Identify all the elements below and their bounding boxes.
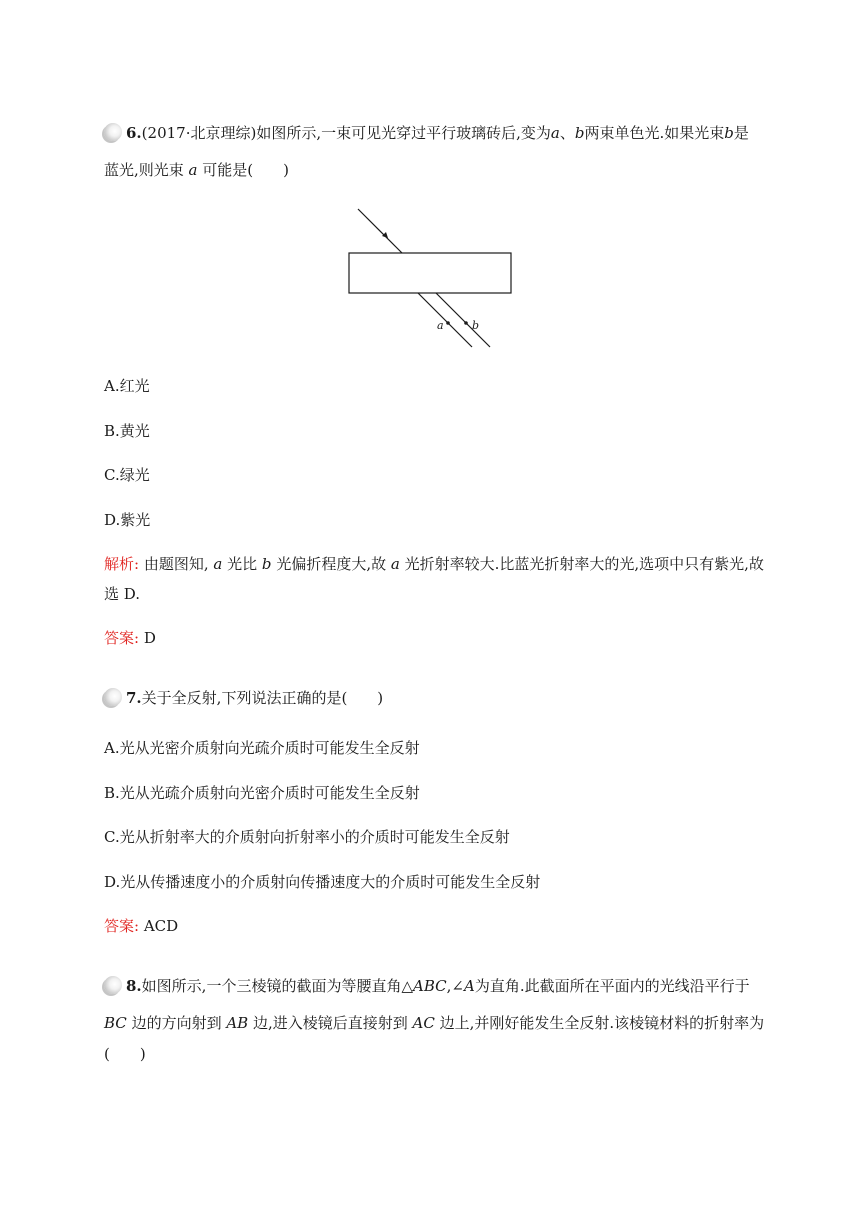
q6-text-1b: 两束单色光.如果光束 bbox=[584, 124, 725, 142]
glass-slab-diagram bbox=[340, 205, 520, 355]
q6-var-a2: a bbox=[188, 161, 198, 179]
q8-ab: AB bbox=[226, 1014, 249, 1032]
answer-label: 答案: bbox=[104, 917, 140, 935]
analysis-var-a2: a bbox=[390, 555, 400, 573]
q7-option-c: C.光从折射率大的介质射向折射率小的介质时可能发生全反射 bbox=[104, 828, 510, 846]
q6-var-b2: b bbox=[724, 124, 734, 142]
q6-var-b: b bbox=[574, 124, 585, 142]
q8-abc: ABC bbox=[413, 977, 447, 995]
q8-angle-a: A bbox=[463, 977, 475, 995]
analysis-text-1d: 光折射率较大.比蓝光折射率大的光,选项中只有紫光,故 bbox=[404, 555, 764, 573]
glass-slab bbox=[349, 253, 511, 293]
q7-option-d: D.光从传播速度小的介质射向传播速度大的介质时可能发生全反射 bbox=[104, 873, 541, 891]
label-b: b bbox=[472, 319, 480, 332]
q6-number: 6. bbox=[126, 124, 142, 142]
q8-text-1a: 如图所示,一个三棱镜的截面为等腰直角 bbox=[141, 977, 402, 995]
q6-text-2a: 蓝光,则光束 bbox=[104, 161, 189, 179]
q7-option-a: A.光从光密介质射向光疏介质时可能发生全反射 bbox=[104, 739, 420, 757]
ray-b-dot-icon bbox=[464, 321, 468, 325]
q7-option-b: B.光从光疏介质射向光密介质时可能发生全反射 bbox=[104, 784, 420, 802]
analysis-label: 解析: bbox=[104, 555, 140, 573]
ray-a bbox=[418, 293, 472, 347]
q8-line3: ( ) bbox=[104, 1045, 146, 1063]
q8-text-2a: 边的方向射到 bbox=[131, 1014, 227, 1032]
q8-number: 8. bbox=[126, 977, 142, 995]
analysis-text-1b: 光比 bbox=[227, 555, 262, 573]
q6-source: (2017·北京理综) bbox=[141, 124, 257, 142]
q6-option-c: C.绿光 bbox=[104, 466, 150, 484]
answer-value: D bbox=[143, 629, 156, 647]
analysis-var-b: b bbox=[261, 555, 272, 573]
q8-text-2b: 边,进入棱镜后直接射到 bbox=[252, 1014, 413, 1032]
ray-b bbox=[436, 293, 490, 347]
q8-text-1b: 为直角.此截面所在平面内的光线沿平行于 bbox=[474, 977, 750, 995]
question-bullet-icon bbox=[104, 123, 122, 141]
q8-ac: AC bbox=[412, 1014, 435, 1032]
q8-line2 bbox=[104, 1013, 764, 1033]
label-a: a bbox=[437, 319, 444, 332]
q6-line1 bbox=[104, 123, 749, 143]
q6-option-b: B.黄光 bbox=[104, 422, 150, 440]
q8-bc: BC bbox=[104, 1014, 127, 1032]
analysis-text-1c: 光偏折程度大,故 bbox=[276, 555, 391, 573]
q6-text-2b: 可能是( ) bbox=[202, 161, 289, 179]
q6-option-d: D.紫光 bbox=[104, 511, 151, 529]
q6-line2 bbox=[104, 160, 289, 180]
incident-arrow-icon bbox=[382, 232, 388, 238]
q6-var-a: a bbox=[550, 124, 560, 142]
question-bullet-icon bbox=[104, 976, 122, 994]
q7-number: 7. bbox=[126, 689, 142, 707]
q7-text: 关于全反射,下列说法正确的是( ) bbox=[141, 689, 384, 707]
q6-analysis-line2: 选 D. bbox=[104, 585, 141, 603]
q6-sep: 、 bbox=[559, 124, 575, 142]
incident-ray bbox=[358, 209, 402, 253]
q8-line1 bbox=[104, 976, 750, 996]
q6-text-1a: 如图所示,一束可见光穿过平行玻璃砖后,变为 bbox=[256, 124, 551, 142]
q6-text-1c: 是 bbox=[733, 124, 749, 142]
q7-line1 bbox=[104, 688, 383, 708]
ray-a-dot-icon bbox=[446, 321, 450, 325]
answer-label: 答案: bbox=[104, 629, 140, 647]
q8-comma: ,∠ bbox=[446, 977, 464, 995]
analysis-text-1a: 由题图知, bbox=[143, 555, 209, 573]
q8-text-2c: 边上,并刚好能发生全反射.该棱镜材料的折射率为 bbox=[439, 1014, 765, 1032]
q6-option-a: A.红光 bbox=[104, 377, 150, 395]
q8-triangle-symbol: △ bbox=[401, 977, 413, 995]
q7-answer bbox=[104, 916, 178, 936]
analysis-var-a: a bbox=[213, 555, 223, 573]
question-bullet-icon bbox=[104, 688, 122, 706]
q6-analysis-line1 bbox=[104, 554, 764, 574]
q6-answer bbox=[104, 628, 156, 648]
answer-value: ACD bbox=[143, 917, 179, 935]
